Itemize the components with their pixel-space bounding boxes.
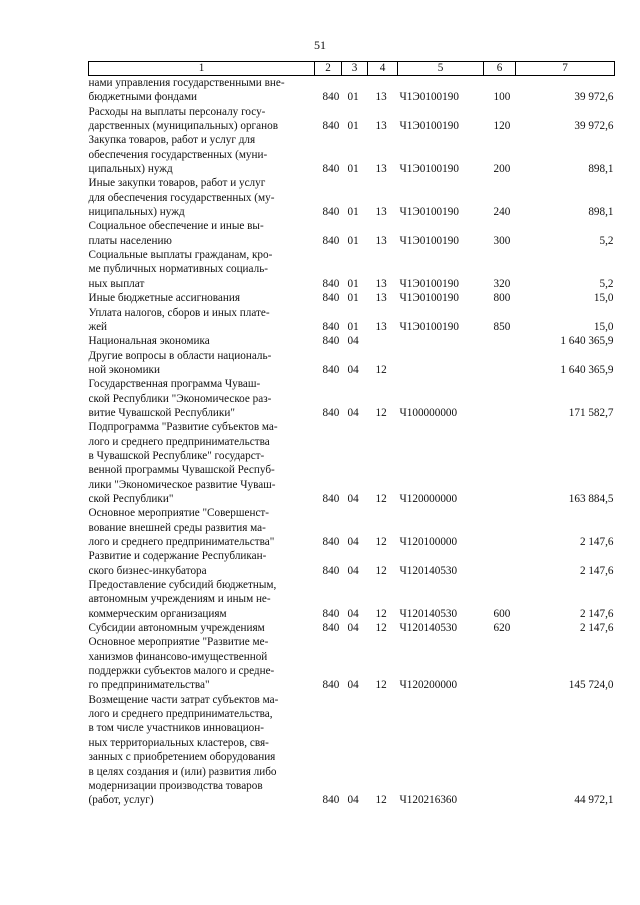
cell-c7: 2 147,6 [579, 536, 614, 548]
cell-c7: 5,2 [599, 277, 614, 290]
cell-c3: 04 [347, 406, 359, 419]
cell-c6 [484, 693, 516, 808]
row-name-line: ципальных) нужд [88, 163, 173, 176]
row-name-line: жей [88, 320, 108, 333]
cell-c3: 04 [347, 607, 359, 620]
row-name-line: Подпрограмма "Развитие субъектов ма- [88, 421, 278, 434]
table-row [89, 248, 615, 291]
column-header: 2 [315, 62, 342, 76]
row-name-line: ханизмов финансово-имущественной [88, 650, 268, 663]
row-name [89, 349, 315, 378]
row-name-line: Национальная экономика [88, 335, 210, 348]
row-name [89, 621, 315, 635]
row-name [89, 133, 315, 176]
cell-c6 [484, 506, 516, 549]
cell-c5 [398, 349, 484, 378]
row-name-line: Расходы на выплаты персоналу госу- [88, 105, 266, 118]
row-name-line: Социальные выплаты гражданам, кро- [88, 249, 273, 262]
cell-c4: 13 [375, 277, 387, 290]
row-name-line: Основное мероприятие "Развитие ме- [88, 636, 269, 649]
cell-c5: Ч120140530 [399, 622, 458, 635]
row-name-line: ных территориальных кластеров, свя- [88, 736, 269, 749]
row-name [89, 76, 315, 105]
cell-c7: 163 884,5 [568, 492, 614, 505]
table-header-row [89, 62, 615, 76]
cell-c2: 840 [322, 679, 340, 692]
cell-c6: 300 [493, 234, 511, 247]
cell-c4: 12 [375, 564, 387, 577]
row-name [89, 693, 315, 808]
row-name-line: дарственных (муниципальных) органов [88, 120, 278, 133]
cell-c6 [484, 377, 516, 420]
cell-c3: 04 [347, 679, 359, 692]
cell-c3: 01 [347, 277, 359, 290]
row-name-line: ной экономики [88, 363, 160, 376]
cell-c6 [484, 349, 516, 378]
row-name [89, 578, 315, 621]
cell-c6 [484, 549, 516, 578]
row-name-line: Основное мероприятие "Совершенст- [88, 507, 270, 520]
cell-c3: 04 [347, 335, 359, 348]
cell-c5: Ч1Э0100190 [399, 320, 459, 333]
table-row [89, 76, 615, 105]
cell-c7: 2 147,6 [579, 607, 614, 620]
cell-c3: 01 [347, 320, 359, 333]
cell-c5: Ч100000000 [399, 406, 458, 419]
cell-c2: 840 [322, 163, 340, 176]
row-name-line: ской Республики" [88, 492, 174, 505]
cell-c3: 01 [347, 234, 359, 247]
cell-c3: 04 [347, 794, 359, 807]
cell-c7: 898,1 [588, 163, 614, 176]
cell-c2: 840 [322, 622, 340, 635]
cell-c2: 840 [322, 406, 340, 419]
cell-c5: Ч120216360 [399, 794, 458, 807]
cell-c4: 13 [375, 234, 387, 247]
row-name-line: Закупка товаров, работ и услуг для [88, 134, 256, 147]
cell-c5: Ч1Э0100190 [399, 120, 459, 133]
row-name-line: лого и среднего предпринимательства" [88, 536, 275, 548]
cell-c7: 1 640 365,9 [560, 363, 614, 376]
row-name [89, 105, 315, 134]
cell-c6: 240 [493, 206, 511, 219]
row-name-line: вование внешней среды развития ма- [88, 521, 266, 534]
cell-c2: 840 [322, 607, 340, 620]
cell-c6 [484, 420, 516, 506]
cell-c2: 840 [322, 492, 340, 505]
cell-c4: 12 [375, 363, 387, 376]
row-name-line: Уплата налогов, сборов и иных плате- [88, 306, 270, 319]
table-row [89, 506, 615, 549]
cell-c3: 01 [347, 91, 359, 104]
row-name-line: (работ, услуг) [88, 794, 154, 807]
cell-c7: 898,1 [588, 206, 614, 219]
table-row [89, 105, 615, 134]
row-name-line: платы населению [88, 234, 172, 247]
row-name [89, 334, 315, 348]
row-name-line: венной программы Чувашской Респуб- [88, 464, 275, 477]
cell-c5: Ч120000000 [399, 492, 458, 505]
cell-c5: Ч1Э0100190 [399, 91, 459, 104]
row-name-line: Иные бюджетные ассигнования [88, 292, 240, 305]
cell-c3: 04 [347, 492, 359, 505]
table-row [89, 693, 615, 808]
table-row [89, 219, 615, 248]
table-row [89, 176, 615, 219]
row-name-line: занных с приобретением оборудования [88, 751, 276, 764]
row-name-line: в целях создания и (или) развития либо [88, 765, 277, 778]
cell-c2: 840 [322, 206, 340, 219]
row-name-line: в том числе участников инновацион- [88, 722, 264, 735]
cell-c7: 39 972,6 [574, 120, 614, 133]
cell-c7: 44 972,1 [574, 794, 614, 807]
table-body [89, 76, 615, 808]
row-name-line: ме публичных нормативных социаль- [88, 263, 269, 276]
cell-c7: 39 972,6 [574, 91, 614, 104]
cell-c2: 840 [322, 234, 340, 247]
row-name [89, 219, 315, 248]
column-header: 1 [89, 62, 315, 76]
table-row [89, 635, 615, 692]
row-name-line: коммерческим организациям [88, 607, 227, 620]
table-row [89, 377, 615, 420]
row-name-line: Другие вопросы в области националь- [88, 349, 272, 362]
budget-table [88, 61, 615, 808]
table-row [89, 306, 615, 335]
row-name-line: Государственная программа Чуваш- [88, 378, 261, 391]
row-name [89, 635, 315, 692]
column-header: 7 [516, 62, 615, 76]
table-row [89, 133, 615, 176]
cell-c7: 145 724,0 [568, 679, 614, 692]
table-row [89, 349, 615, 378]
table-row [89, 334, 615, 348]
cell-c6: 850 [493, 320, 511, 333]
cell-c7: 15,0 [593, 292, 614, 305]
row-name [89, 291, 315, 305]
row-name-line: лого и среднего предпринимательства [88, 435, 270, 448]
row-name-line: бюджетными фондами [88, 91, 198, 104]
cell-c6: 200 [493, 163, 511, 176]
cell-c4: 13 [375, 206, 387, 219]
row-name-line: ского бизнес-инкубатора [88, 564, 207, 577]
cell-c3: 04 [347, 536, 359, 548]
cell-c3: 04 [347, 622, 359, 635]
row-name-line: Развитие и содержание Республикан- [88, 550, 267, 563]
cell-c6: 600 [493, 607, 511, 620]
cell-c2: 840 [322, 794, 340, 807]
cell-c3: 01 [347, 206, 359, 219]
row-name-line: модернизации производства товаров [88, 779, 263, 792]
cell-c5: Ч120100000 [399, 536, 458, 548]
cell-c4: 13 [375, 292, 387, 305]
cell-c6: 320 [493, 277, 511, 290]
row-name-line: для обеспечения государственных (му- [88, 191, 275, 204]
cell-c7: 171 582,7 [568, 406, 614, 419]
cell-c7: 1 640 365,9 [560, 335, 614, 348]
row-name-line: ниципальных) нужд [88, 206, 185, 219]
row-name-line: витие Чувашской Республики" [88, 406, 235, 419]
cell-c7: 2 147,6 [579, 622, 614, 635]
cell-c5 [398, 334, 484, 348]
cell-c4: 12 [375, 406, 387, 419]
row-name-line: нами управления государственными вне- [88, 77, 285, 89]
cell-c4: 13 [375, 91, 387, 104]
cell-c4: 13 [375, 320, 387, 333]
cell-c5: Ч1Э0100190 [399, 163, 459, 176]
column-header: 4 [368, 62, 398, 76]
cell-c4: 12 [375, 794, 387, 807]
cell-c6: 800 [493, 292, 511, 305]
cell-c3: 01 [347, 163, 359, 176]
cell-c4: 12 [375, 492, 387, 505]
cell-c4 [368, 334, 398, 348]
cell-c2: 840 [322, 335, 340, 348]
column-header: 5 [398, 62, 484, 76]
cell-c5: Ч1Э0100190 [399, 277, 459, 290]
cell-c2: 840 [322, 292, 340, 305]
row-name-line: Социальное обеспечение и иные вы- [88, 220, 264, 233]
cell-c2: 840 [322, 564, 340, 577]
cell-c2: 840 [322, 320, 340, 333]
row-name-line: лого и среднего предпринимательства, [88, 708, 273, 721]
row-name-line: поддержки субъектов малого и средне- [88, 665, 275, 678]
cell-c4: 13 [375, 120, 387, 133]
row-name [89, 306, 315, 335]
cell-c5: Ч120140530 [399, 564, 458, 577]
row-name-line: обеспечения государственных (муни- [88, 148, 268, 161]
cell-c2: 840 [322, 277, 340, 290]
cell-c7: 5,2 [599, 234, 614, 247]
row-name [89, 176, 315, 219]
row-name [89, 420, 315, 506]
cell-c5: Ч1Э0100190 [399, 234, 459, 247]
cell-c4: 12 [375, 536, 387, 548]
cell-c5: Ч1Э0100190 [399, 206, 459, 219]
cell-c5: Ч120140530 [399, 607, 458, 620]
page-number: 51 [314, 38, 326, 52]
cell-c6: 120 [493, 120, 511, 133]
row-name-line: Субсидии автономным учреждениям [88, 622, 265, 635]
cell-c6: 620 [493, 622, 511, 635]
row-name-line: го предпринимательства" [88, 679, 210, 692]
cell-c3: 04 [347, 564, 359, 577]
cell-c3: 04 [347, 363, 359, 376]
column-header: 6 [484, 62, 516, 76]
cell-c2: 840 [322, 120, 340, 133]
cell-c6 [484, 635, 516, 692]
cell-c4: 12 [375, 679, 387, 692]
row-name [89, 549, 315, 578]
row-name-line: автономным учреждениям и иным не- [88, 593, 271, 606]
cell-c6: 100 [493, 91, 511, 104]
cell-c7: 15,0 [593, 320, 614, 333]
row-name-line: Иные закупки товаров, работ и услуг [88, 177, 266, 190]
row-name [89, 248, 315, 291]
cell-c6 [484, 334, 516, 348]
row-name-line: в Чувашской Республике" государст- [88, 449, 265, 462]
row-name-line: ской Республики "Экономическое раз- [88, 392, 272, 405]
cell-c4: 13 [375, 163, 387, 176]
cell-c5: Ч1Э0100190 [399, 292, 459, 305]
row-name-line: ных выплат [88, 277, 145, 290]
cell-c5: Ч120200000 [399, 679, 458, 692]
cell-c2: 840 [322, 363, 340, 376]
cell-c4: 12 [375, 607, 387, 620]
table-row [89, 578, 615, 621]
row-name [89, 506, 315, 549]
row-name-line: лики "Экономическое развитие Чуваш- [88, 478, 276, 491]
cell-c2: 840 [322, 91, 340, 104]
row-name-line: Возмещение части затрат субъектов ма- [88, 693, 279, 706]
column-header: 3 [342, 62, 368, 76]
table-row [89, 420, 615, 506]
table-row [89, 291, 615, 305]
cell-c3: 01 [347, 120, 359, 133]
cell-c7: 2 147,6 [579, 564, 614, 577]
row-name [89, 377, 315, 420]
table-row [89, 621, 615, 635]
table-row [89, 549, 615, 578]
cell-c4: 12 [375, 622, 387, 635]
cell-c3: 01 [347, 292, 359, 305]
row-name-line: Предоставление субсидий бюджетным, [88, 579, 277, 592]
cell-c2: 840 [322, 536, 340, 548]
